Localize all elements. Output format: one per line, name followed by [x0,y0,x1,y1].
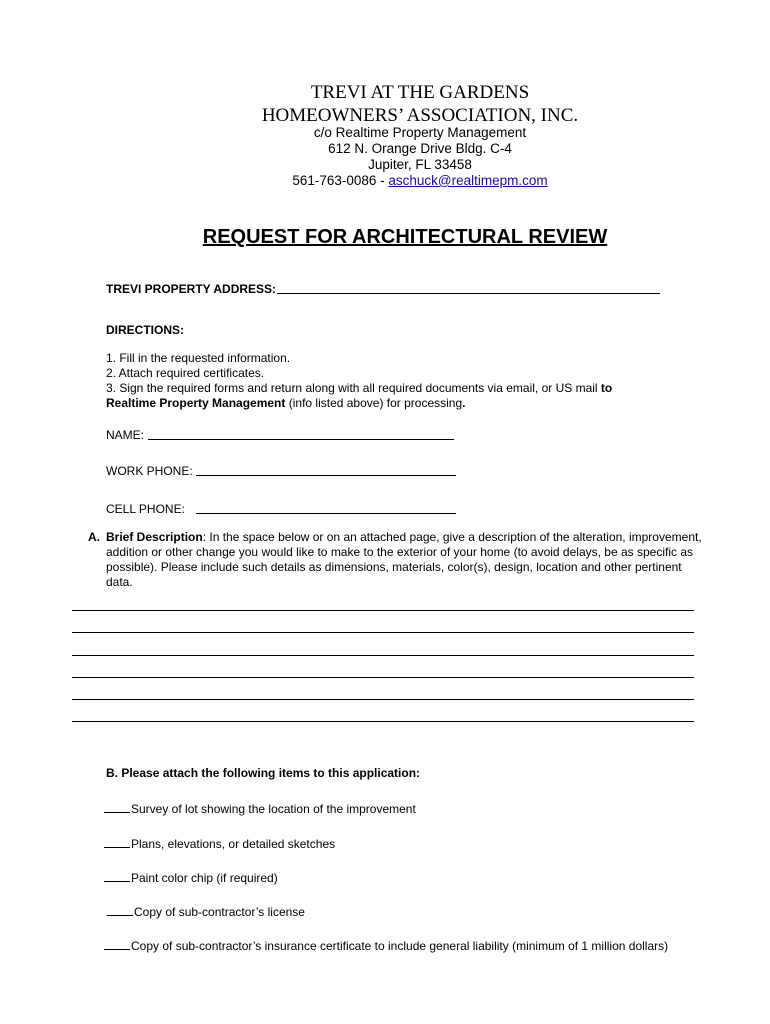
street-address: 612 N. Orange Drive Bldg. C-4 [328,141,512,156]
name-label: NAME: [106,428,145,442]
attachment-item [107,903,305,919]
attachment-label: Paint color chip (if required) [131,871,278,885]
description-line-3[interactable] [72,655,694,656]
attachment-item [104,800,416,816]
section-a-lead: Brief Description [106,530,203,544]
attachment-checkbox[interactable] [104,800,130,813]
name-field[interactable] [148,439,454,440]
section-a-text: : In the space below or on an attached page, give a description of the alteration, improvement, addition or other change you would like to make to the exterior of your home (to avoid delays, be as specific as possible). Please include such details as dimensions, materials, color(s), design, location and other pertinent data. [106,530,702,589]
attachment-label: Copy of sub-contractor’s license [134,905,305,919]
contact-line [0,173,770,188]
direction-step-3-period: . [462,396,466,410]
direction-step-3-text: 3. Sign the required forms and return along with all required documents via email, or US mail [106,381,598,395]
work-phone-field[interactable] [196,475,456,476]
direction-step-1: 1. Fill in the requested information. [106,351,291,365]
description-line-4[interactable] [72,677,694,678]
city-state-zip: Jupiter, FL 33458 [368,157,472,172]
attachment-checkbox[interactable] [107,903,133,916]
direction-step-3 [106,381,726,411]
phone-number: 561-763-0086 - [292,173,385,188]
attachment-checkbox[interactable] [104,835,130,848]
direction-step-3-company: Realtime Property Management [106,396,286,410]
attachment-item [104,869,278,885]
attachment-label: Survey of lot showing the location of the improvement [131,802,416,816]
section-b-heading: B. Please attach the following items to this application: [106,766,421,780]
attachment-item [104,835,335,851]
direction-step-2: 2. Attach required certificates. [106,366,265,380]
direction-step-3-to: to [600,381,613,395]
care-of-line: c/o Realtime Property Management [313,125,527,140]
form-title: REQUEST FOR ARCHITECTURAL REVIEW [202,226,608,248]
attachment-label: Plans, elevations, or detailed sketches [131,837,336,851]
section-a-marker: A. [88,530,100,544]
attachment-item [104,937,668,953]
property-address-field[interactable] [277,293,660,294]
association-name-line1: TREVI AT THE GARDENS [310,82,530,103]
description-line-6[interactable] [72,721,694,722]
work-phone-label: WORK PHONE: [106,464,193,478]
email-link[interactable]: aschuck@realtimepm.com [388,173,548,188]
directions-label: DIRECTIONS: [106,323,184,337]
cell-phone-field[interactable] [196,513,456,514]
attachment-checkbox[interactable] [104,937,130,950]
description-line-2[interactable] [72,632,694,633]
description-line-5[interactable] [72,699,694,700]
cell-phone-label: CELL PHONE: [106,502,185,516]
section-a-description [106,530,706,590]
property-address-label: TREVI PROPERTY ADDRESS: [106,282,277,296]
direction-step-3-suffix: (info listed above) for processing [288,396,463,410]
association-name-line2: HOMEOWNERS’ ASSOCIATION, INC. [261,105,579,126]
description-line-1[interactable] [72,610,694,611]
attachment-label: Copy of sub-contractor’s insurance certificate to include general liability (minimum of 1 million dollars) [131,939,669,953]
attachment-checkbox[interactable] [104,869,130,882]
